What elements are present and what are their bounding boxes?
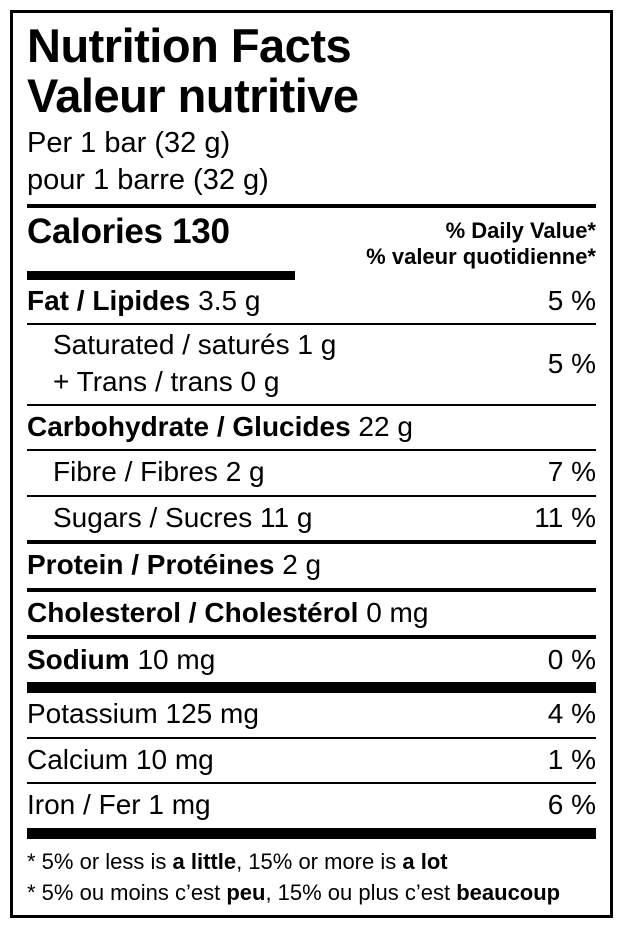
row-sugars [27, 497, 596, 540]
fat-text [27, 283, 260, 319]
cholesterol-amount: 0 mg [366, 596, 429, 628]
fat-dv: 5 % [547, 284, 596, 316]
potassium-text: Potassium 125 mg [27, 698, 259, 730]
sugars-dv: 11 % [534, 501, 596, 533]
footnote-english-lot: a lot [402, 848, 448, 874]
footnote-english-part2: , 15% or more is [236, 848, 403, 874]
row-sodium [27, 639, 596, 682]
saturated-text: Saturated / saturés 1 g [53, 329, 337, 361]
row-saturated-trans [27, 325, 596, 404]
footnote-french [27, 877, 596, 908]
footnote-english [27, 846, 596, 877]
panel-title-french: Valeur nutritive [27, 68, 359, 122]
sodium-amount: 10 mg [137, 644, 216, 676]
row-fat [27, 280, 596, 323]
row-iron [27, 784, 596, 827]
daily-value-english: % Daily Value* [445, 218, 596, 243]
iron-dv: 6 % [547, 789, 596, 821]
nutrition-facts-panel [10, 10, 613, 918]
panel-title-english: Nutrition Facts [27, 19, 352, 72]
footnote-french-part2: , 15% ou plus c’est [265, 879, 457, 905]
calories-underline [27, 271, 295, 280]
sodium-dv: 0 % [547, 644, 596, 676]
potassium-dv: 4 % [547, 698, 596, 730]
calcium-dv: 1 % [547, 743, 596, 775]
cholesterol-text [27, 595, 428, 631]
row-fibre [27, 451, 596, 494]
carbohydrate-name: Carbohydrate / Glucides [27, 411, 351, 443]
row-calcium [27, 739, 596, 782]
calories-label: Calories 130 [27, 212, 230, 251]
fat-amount: 3.5 g [198, 284, 261, 316]
footnote-english-little: a little [172, 848, 237, 874]
footnote-french-part1: * 5% ou moins c’est [27, 879, 227, 905]
protein-text [27, 547, 321, 583]
fibre-text: Fibre / Fibres 2 g [53, 456, 265, 488]
protein-amount: 2 g [282, 549, 322, 581]
saturated-trans-dv: 5 % [547, 348, 596, 380]
footnotes [27, 839, 596, 908]
divider-before-footnotes [27, 828, 596, 839]
row-protein [27, 544, 596, 587]
sodium-name: Sodium [27, 644, 130, 676]
serving-size-english: Per 1 bar (32 g) [27, 126, 231, 159]
daily-value-french: % valeur quotidienne* [366, 244, 596, 270]
serving-size-block [27, 121, 596, 204]
carbohydrate-text [27, 409, 413, 445]
row-cholesterol [27, 592, 596, 635]
serving-size-french: pour 1 barre (32 g) [27, 164, 269, 197]
daily-value-heading [366, 214, 596, 271]
row-carbohydrate [27, 406, 596, 449]
row-potassium [27, 693, 596, 736]
title-block [27, 13, 596, 121]
calories-row [27, 208, 596, 271]
carbohydrate-amount: 22 g [358, 411, 413, 443]
cholesterol-name: Cholesterol / Cholestérol [27, 596, 359, 628]
trans-text: + Trans / trans 0 g [53, 366, 280, 398]
fat-name: Fat / Lipides [27, 284, 191, 316]
footnote-french-peu: peu [226, 879, 266, 905]
protein-name: Protein / Protéines [27, 549, 275, 581]
fibre-dv: 7 % [547, 456, 596, 488]
sugars-text: Sugars / Sucres 11 g [53, 501, 313, 533]
iron-text: Iron / Fer 1 mg [27, 789, 211, 821]
divider-major [27, 682, 596, 693]
footnote-french-beaucoup: beaucoup [456, 879, 561, 905]
sodium-text [27, 642, 215, 678]
saturated-trans-lines [27, 327, 336, 401]
calcium-text: Calcium 10 mg [27, 743, 214, 775]
footnote-english-part1: * 5% or less is [27, 848, 173, 874]
